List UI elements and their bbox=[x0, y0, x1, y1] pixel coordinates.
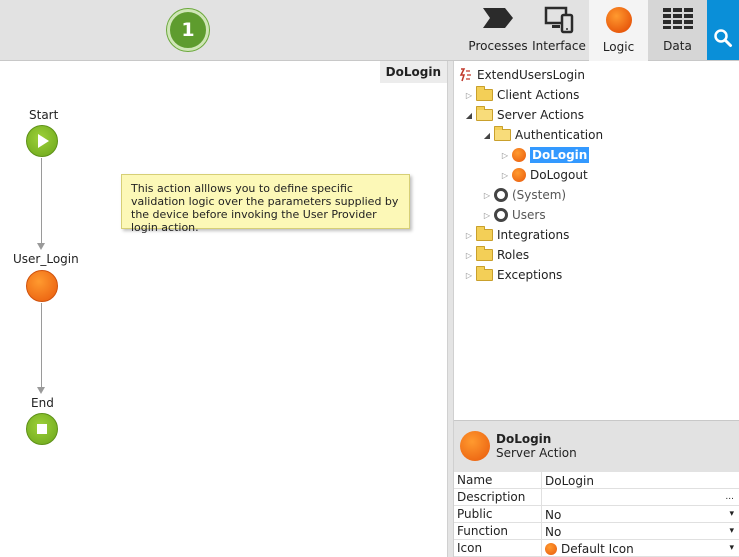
property-value-name[interactable]: DoLogin bbox=[545, 474, 594, 488]
property-divider bbox=[541, 489, 542, 506]
tree-item-label: Exceptions bbox=[497, 268, 563, 282]
expand-icon[interactable]: ▷ bbox=[465, 250, 473, 260]
arrow-down-icon bbox=[37, 243, 45, 250]
arrow-down-icon bbox=[37, 387, 45, 394]
property-value-icon-label: Default Icon bbox=[561, 542, 634, 556]
tree-item-integrations[interactable] bbox=[464, 225, 569, 245]
dropdown-arrow-icon[interactable]: ▾ bbox=[729, 543, 734, 553]
tab-processes-label: Processes bbox=[468, 39, 528, 53]
comment-note[interactable]: This action alllows you to define specific validation logic over the parameters supplied by the device before invoking the User Provider login action. bbox=[121, 174, 410, 229]
tree-item-dologout[interactable] bbox=[500, 165, 588, 185]
property-row-name bbox=[454, 472, 739, 489]
server-action-icon bbox=[460, 431, 490, 461]
property-name: Icon bbox=[457, 541, 483, 555]
element-tree bbox=[454, 61, 739, 420]
tab-logic-label: Logic bbox=[602, 40, 635, 54]
expand-icon[interactable]: ▷ bbox=[465, 230, 473, 240]
flow-connector bbox=[41, 303, 42, 387]
tree-item-label: DoLogout bbox=[530, 168, 588, 182]
panel-splitter[interactable] bbox=[447, 61, 454, 557]
tab-interface-label: Interface bbox=[532, 39, 586, 53]
search-button[interactable] bbox=[707, 0, 739, 60]
expand-icon[interactable]: ▷ bbox=[465, 270, 473, 280]
module-icon bbox=[458, 68, 472, 82]
properties-title: DoLogin bbox=[496, 432, 552, 446]
property-value-icon[interactable] bbox=[545, 541, 725, 557]
tree-item-label: (System) bbox=[512, 188, 567, 202]
server-action-icon bbox=[512, 148, 526, 162]
properties-subtitle: Server Action bbox=[496, 446, 577, 460]
folder-icon bbox=[476, 89, 493, 101]
tree-root[interactable] bbox=[458, 65, 585, 85]
play-icon bbox=[27, 126, 57, 156]
folder-icon bbox=[476, 249, 493, 261]
expand-icon[interactable]: ▷ bbox=[501, 170, 509, 180]
property-value-description[interactable] bbox=[545, 490, 725, 506]
canvas-tab-title[interactable]: DoLogin bbox=[380, 61, 447, 83]
tree-item-authentication[interactable] bbox=[482, 125, 603, 145]
property-row-public bbox=[454, 506, 739, 523]
flow-connector bbox=[41, 158, 42, 243]
tree-item-server-actions[interactable] bbox=[464, 105, 584, 125]
logic-icon bbox=[605, 6, 633, 37]
folder-open-icon bbox=[494, 129, 511, 141]
tree-item-label: Server Actions bbox=[497, 108, 584, 122]
property-divider bbox=[541, 540, 542, 557]
property-name: Description bbox=[457, 490, 526, 504]
property-divider bbox=[541, 506, 542, 523]
property-row-icon bbox=[454, 540, 739, 557]
processes-icon bbox=[481, 6, 515, 33]
property-name: Name bbox=[457, 473, 493, 487]
tree-item-label: DoLogin bbox=[532, 148, 588, 162]
interface-icon bbox=[544, 6, 574, 37]
property-row-function bbox=[454, 523, 739, 540]
flow-canvas[interactable] bbox=[0, 61, 447, 557]
data-icon bbox=[662, 6, 694, 33]
property-divider bbox=[541, 523, 542, 540]
end-node[interactable] bbox=[26, 413, 58, 445]
properties-header bbox=[454, 420, 739, 472]
collapse-icon[interactable]: ◢ bbox=[483, 130, 491, 140]
properties-table bbox=[454, 472, 739, 557]
tab-data-label: Data bbox=[663, 39, 692, 53]
property-value-function[interactable]: No bbox=[545, 525, 562, 539]
tree-item-roles[interactable] bbox=[464, 245, 529, 265]
expand-icon[interactable]: ▷ bbox=[483, 210, 491, 220]
step-badge[interactable]: 1 bbox=[167, 9, 209, 51]
tree-item-label: Authentication bbox=[515, 128, 604, 142]
tree-item-users[interactable] bbox=[482, 205, 546, 225]
end-node-label: End bbox=[31, 396, 54, 410]
user-login-node-label: User_Login bbox=[13, 252, 79, 266]
top-toolbar bbox=[0, 0, 739, 61]
expand-icon[interactable]: ▷ bbox=[483, 190, 491, 200]
tree-item-label: Users bbox=[512, 208, 546, 222]
property-row-description bbox=[454, 489, 739, 506]
module-reference-icon bbox=[494, 188, 508, 202]
property-value-public[interactable]: No bbox=[545, 508, 562, 522]
dropdown-arrow-icon[interactable]: ▾ bbox=[729, 509, 734, 519]
ellipsis-button[interactable]: ... bbox=[725, 492, 734, 502]
start-node-label: Start bbox=[29, 108, 59, 122]
dropdown-arrow-icon[interactable]: ▾ bbox=[729, 526, 734, 536]
tab-data[interactable] bbox=[648, 0, 707, 60]
folder-icon bbox=[476, 229, 493, 241]
property-divider bbox=[541, 472, 542, 489]
tree-item-exceptions[interactable] bbox=[464, 265, 562, 285]
module-reference-icon bbox=[494, 208, 508, 222]
collapse-icon[interactable]: ◢ bbox=[465, 110, 473, 120]
property-name: Public bbox=[457, 507, 493, 521]
tab-interface[interactable] bbox=[529, 0, 589, 60]
tree-root-label: ExtendUsersLogin bbox=[477, 68, 585, 82]
server-action-icon bbox=[512, 168, 526, 182]
folder-open-icon bbox=[476, 109, 493, 121]
user-login-node[interactable] bbox=[26, 270, 58, 302]
tree-item-system[interactable] bbox=[482, 185, 566, 205]
start-node[interactable] bbox=[26, 125, 58, 157]
expand-icon[interactable]: ▷ bbox=[501, 150, 509, 160]
expand-icon[interactable]: ▷ bbox=[465, 90, 473, 100]
folder-icon bbox=[476, 269, 493, 281]
tab-logic[interactable] bbox=[589, 0, 648, 61]
tree-item-dologin[interactable] bbox=[500, 145, 589, 165]
property-name: Function bbox=[457, 524, 509, 538]
tree-item-label: Roles bbox=[497, 248, 530, 262]
tab-processes[interactable] bbox=[467, 0, 529, 60]
tree-item-label: Integrations bbox=[497, 228, 570, 242]
default-action-icon bbox=[545, 543, 557, 555]
tree-item-label: Client Actions bbox=[497, 88, 580, 102]
tree-item-client-actions[interactable] bbox=[464, 85, 579, 105]
stop-icon bbox=[27, 414, 57, 444]
search-icon bbox=[713, 28, 733, 51]
